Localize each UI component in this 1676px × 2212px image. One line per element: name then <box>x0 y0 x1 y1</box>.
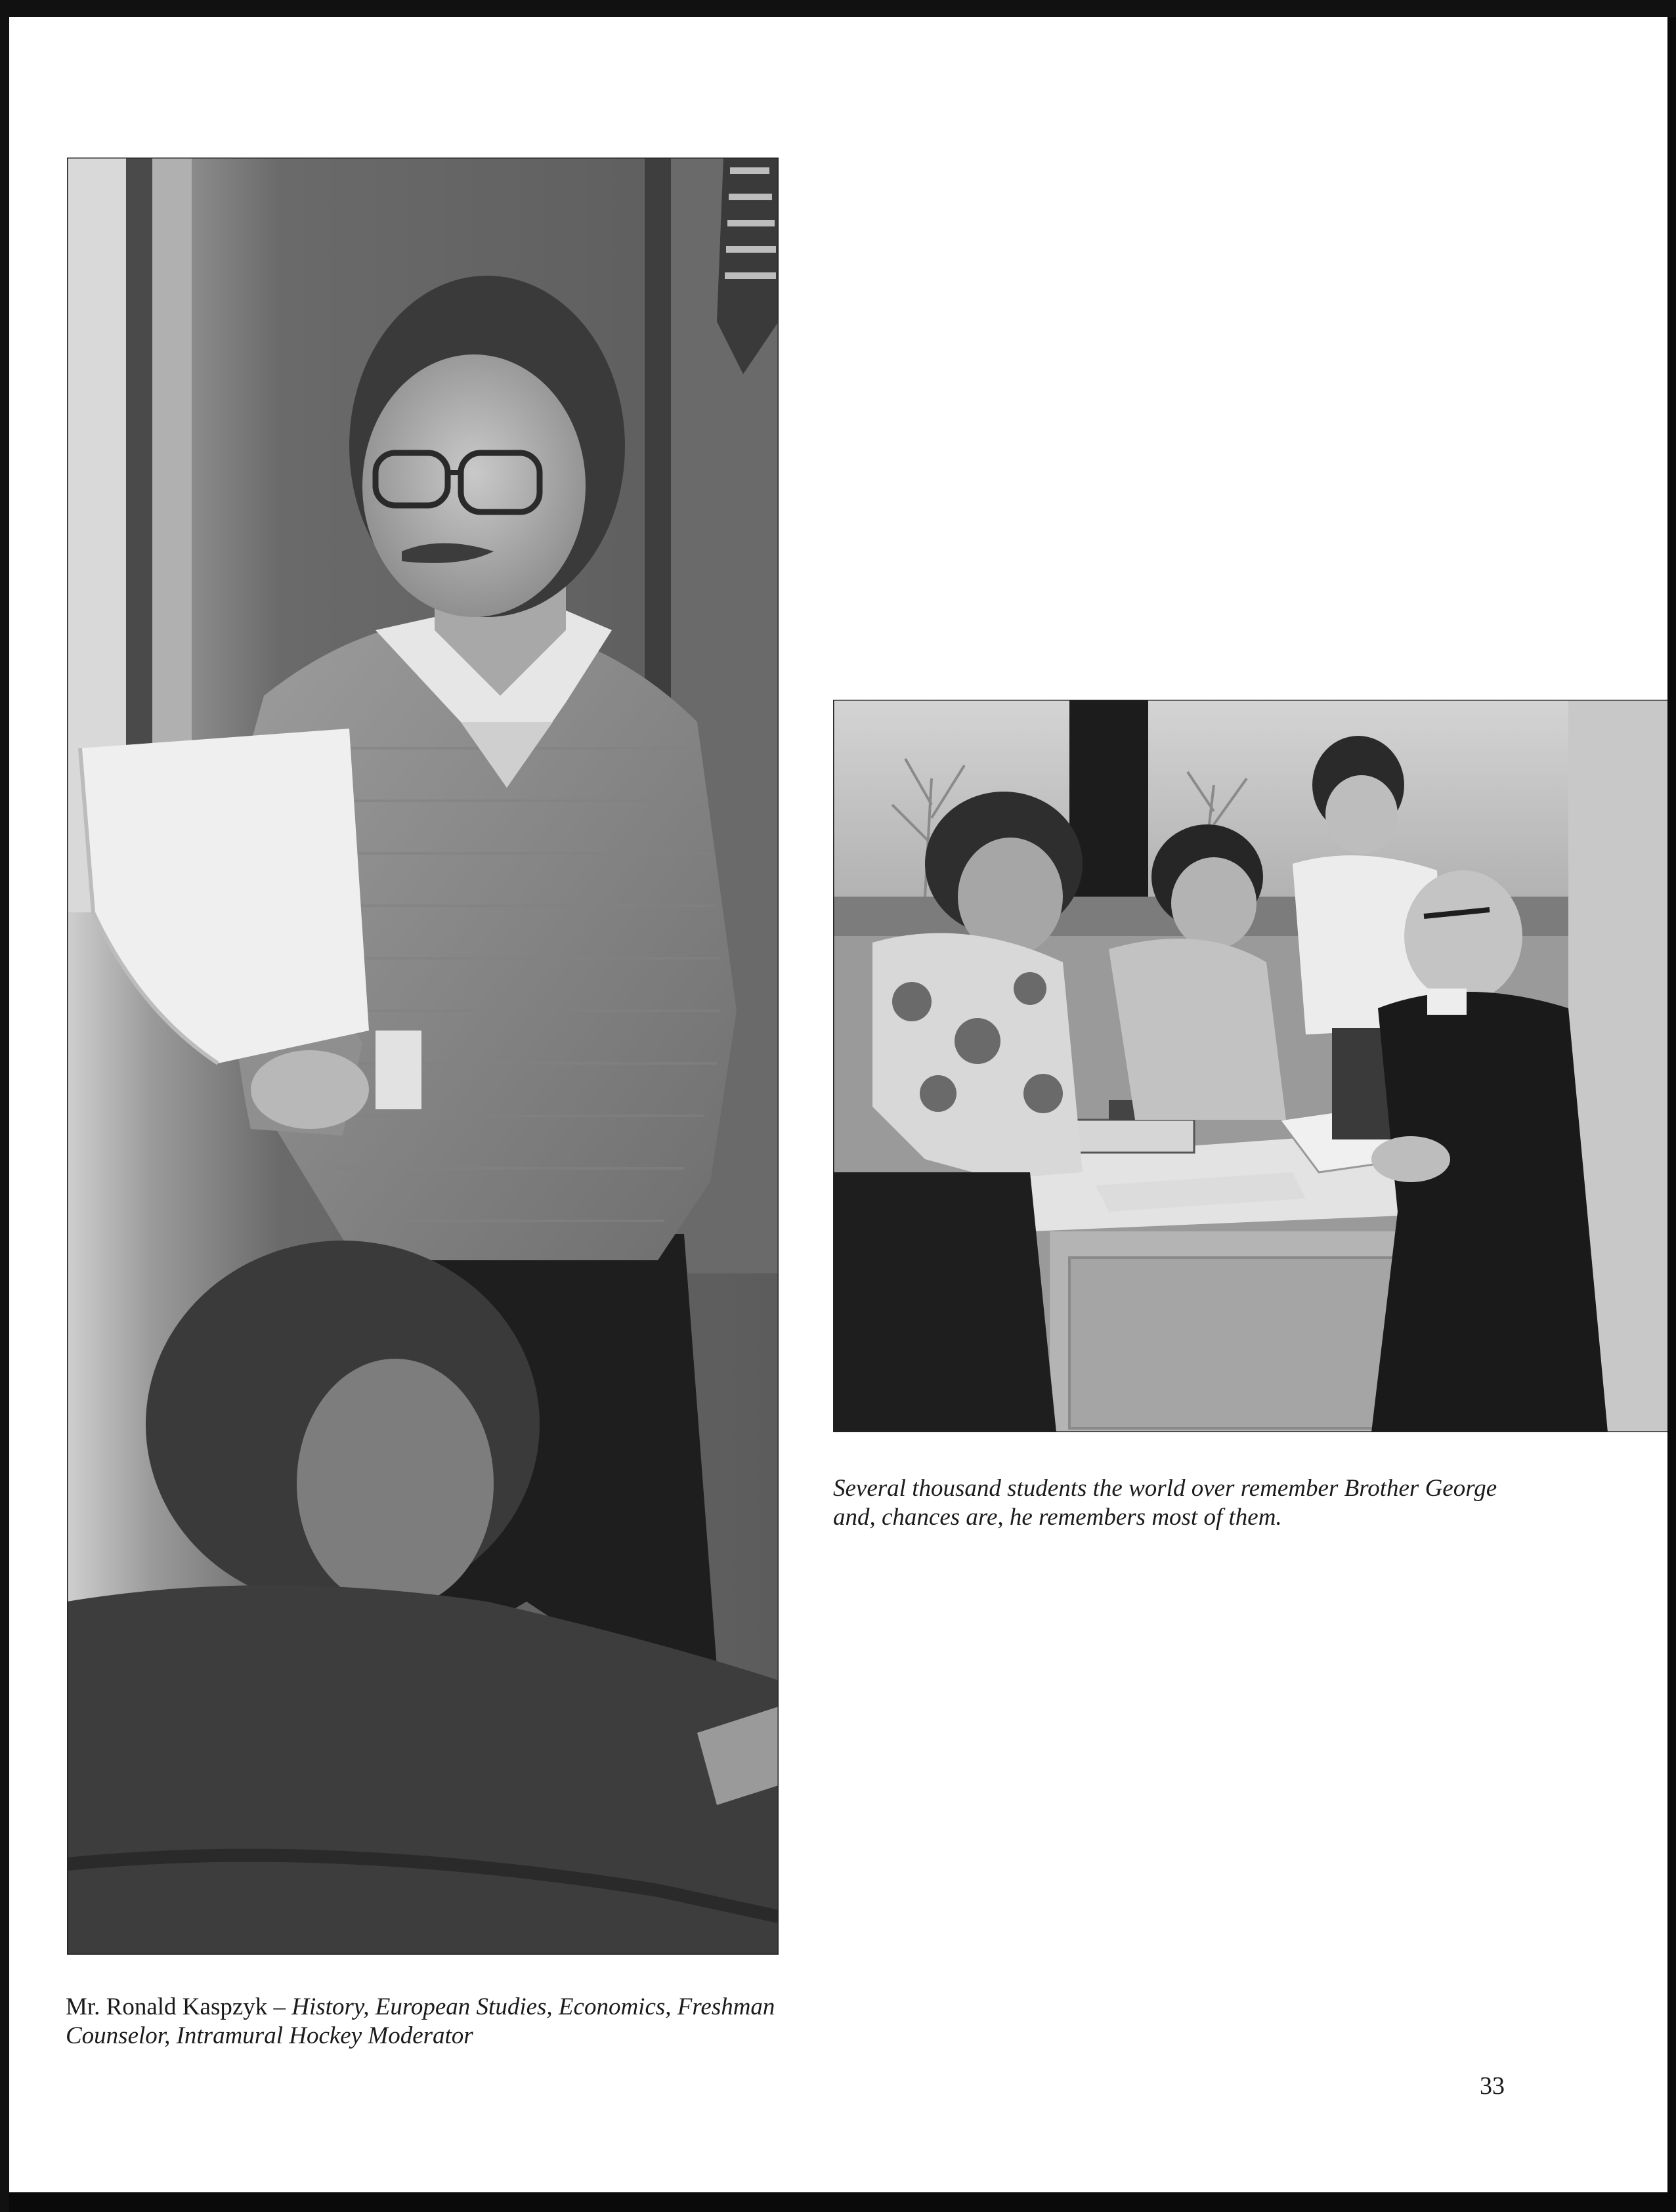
teacher-name: Mr. Ronald Kaspzyk <box>66 1993 268 2020</box>
teacher-roles: History, European Studies, Economics, Freshman Counselor, Intramural Hockey Moderator <box>66 1993 775 2049</box>
group-caption: Several thousand students the world over remember Brother George and, chances are, he remembers most of them. <box>833 1475 1497 1531</box>
teacher-caption <box>66 1993 794 2051</box>
caption-separator: – <box>267 1993 292 2020</box>
scan-edge-left <box>0 0 9 2212</box>
teacher-photo-scene <box>67 158 779 1955</box>
group-photo <box>833 700 1667 1432</box>
group-photo-scene <box>833 700 1667 1432</box>
page-number: 33 <box>1480 2072 1505 2100</box>
scan-edge-top <box>0 0 1676 17</box>
yearbook-page <box>9 17 1667 2192</box>
teacher-photo <box>67 158 779 1955</box>
